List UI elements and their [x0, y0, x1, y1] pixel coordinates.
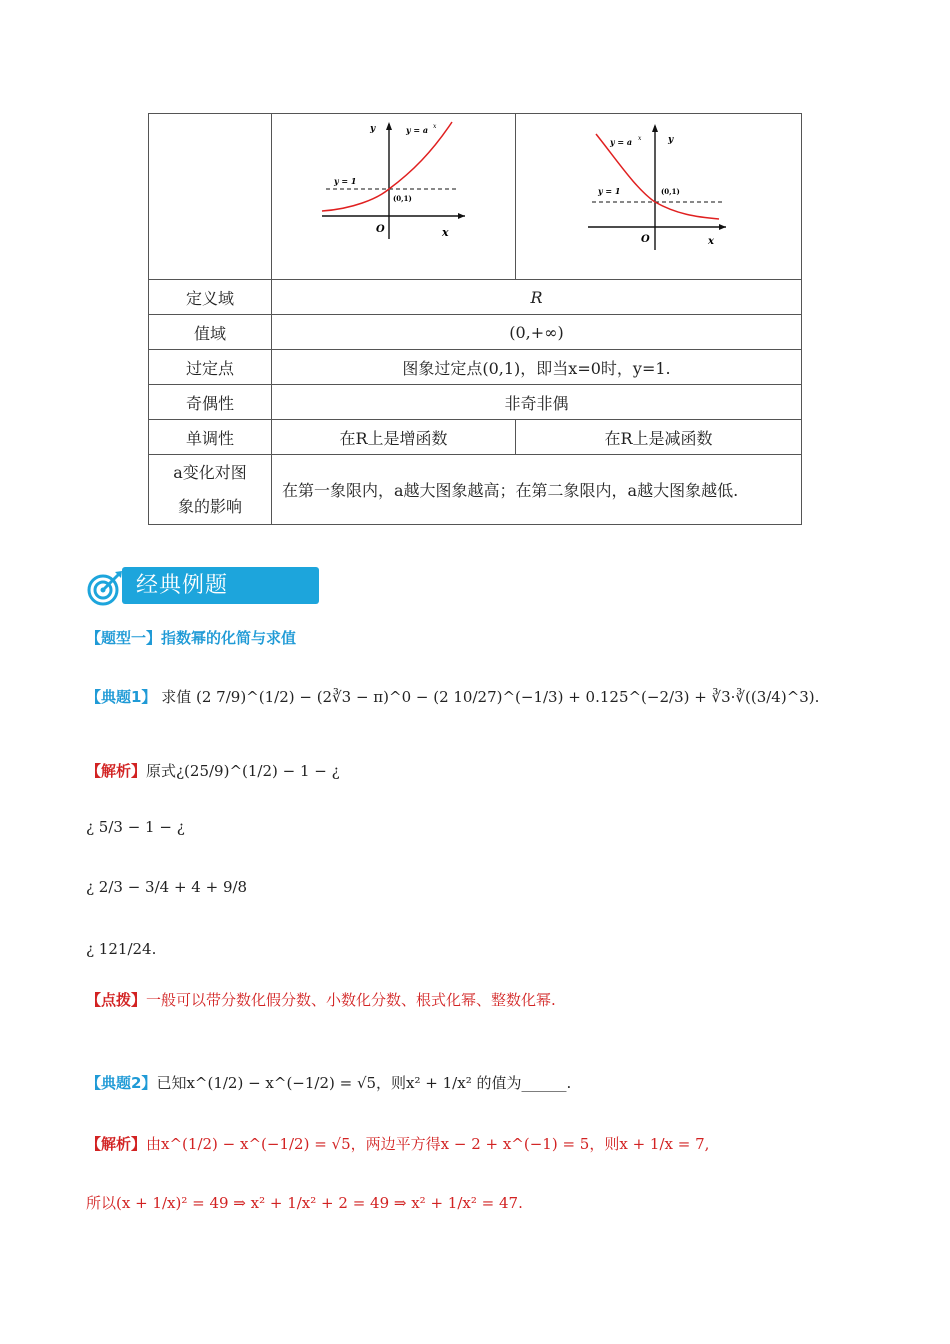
solution-1-line-4: ¿ 121/24.: [86, 940, 157, 958]
row-label: 过定点: [149, 350, 272, 385]
axis-x-label: x: [708, 236, 714, 247]
axis-x-label: x: [442, 226, 449, 239]
increasing-graph: [272, 114, 515, 275]
target-icon: [86, 569, 124, 607]
domain-value: R: [272, 280, 802, 315]
axis-y-label: y: [668, 135, 674, 145]
solution-2-line-1: 【解析】由x^(1/2) − x^(−1/2) = √5，两边平方得x − 2 + x^(−1) = 5，则x + 1/x = 7,: [86, 1135, 710, 1153]
range-value: (0,+∞): [272, 315, 802, 350]
solution-1-line-1: 【解析】原式¿(25/9)^(1/2) − 1 − ¿: [86, 762, 340, 780]
point-label: (0,1): [393, 194, 412, 203]
graph-cell-decreasing: [516, 114, 802, 280]
monotonicity-increasing: 在R上是增函数: [272, 420, 516, 455]
empty-cell: [149, 114, 272, 280]
question-type-heading: 【题型一】指数幂的化简与求值: [86, 629, 297, 647]
example-2: 【典题2】已知x^(1/2) − x^(−1/2) = √5，则x² + 1/x² 的值为______.: [86, 1074, 572, 1092]
row-label: 单调性: [149, 420, 272, 455]
origin-label: O: [641, 234, 650, 245]
effect-value: 在第一象限内，a越大图象越高；在第二象限内，a越大图象越低.: [272, 455, 802, 525]
fixed-point-value: 图象过定点(0,1)，即当x=0时，y=1.: [272, 350, 802, 385]
solution-1-line-2: ¿ 5/3 − 1 − ¿: [86, 818, 185, 836]
section-title: 经典例题: [122, 567, 319, 604]
hline-label: y = 1: [334, 176, 357, 186]
curve-label: y = a: [610, 137, 633, 147]
axis-y-label: y: [370, 124, 376, 134]
example-1: 【典题1】 求值 (2 7/9)^(1/2) − (2∛3 − π)^0 − (2 10/27)^(−1/3) + 0.125^(−2/3) + ∛3·∛((3/4)^3).: [86, 688, 820, 706]
curve-label: y = a: [406, 125, 429, 135]
curve-exponent: x: [433, 123, 437, 130]
graph-cell-increasing: [272, 114, 516, 280]
row-label: 定义域: [149, 280, 272, 315]
row-label-effect: a变化对图 象的影响: [149, 455, 272, 525]
solution-1-line-3: ¿ 2/3 − 3/4 + 4 + 9/8: [86, 878, 248, 896]
point-label: (0,1): [661, 187, 680, 196]
monotonicity-decreasing: 在R上是减函数: [516, 420, 802, 455]
tip: 【点拨】一般可以带分数化假分数、小数化分数、根式化幂、整数化幂.: [86, 991, 556, 1009]
decreasing-graph: [516, 114, 801, 275]
curve-exponent: x: [638, 135, 642, 142]
origin-label: O: [376, 224, 385, 235]
parity-value: 非奇非偶: [272, 385, 802, 420]
exponential-properties-table: [148, 113, 802, 525]
row-label: 奇偶性: [149, 385, 272, 420]
hline-label: y = 1: [598, 186, 621, 196]
solution-2-line-2: 所以(x + 1/x)² = 49 ⇒ x² + 1/x² + 2 = 49 ⇒ x² + 1/x² = 47.: [86, 1194, 523, 1212]
row-label: 值域: [149, 315, 272, 350]
example-1-expression: (2 7/9)^(1/2) − (2∛3 − π)^0 − (2 10/27)^(−1/3) + 0.125^(−2/3) + ∛3·∛((3/4)^3).: [196, 688, 820, 706]
